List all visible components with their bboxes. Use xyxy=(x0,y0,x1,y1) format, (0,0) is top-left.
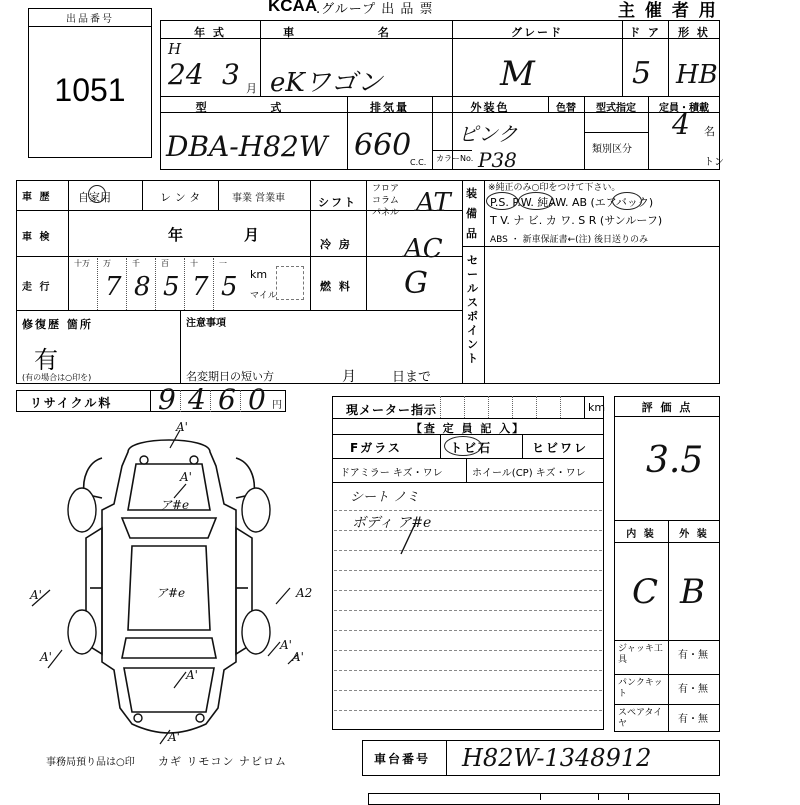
note-line xyxy=(334,690,602,691)
recycle-unit: 円 xyxy=(272,400,282,411)
glass-label: Fガラス xyxy=(350,441,402,455)
meter-digit-divider xyxy=(512,396,513,418)
mirror-label: ドアミラー キズ・ワレ xyxy=(340,468,443,479)
doors-value: 5 xyxy=(632,56,652,91)
mileage-digit: 7 xyxy=(192,272,209,302)
glass-chip: トビ石 xyxy=(450,441,493,455)
inspector-title: 【査 定 員 記 入】 xyxy=(410,422,526,435)
damage-mark: A' xyxy=(186,668,198,682)
interior-label: 内 装 xyxy=(626,529,656,540)
headlight-right xyxy=(190,456,198,464)
recycle-divider xyxy=(180,390,181,412)
car-trunk xyxy=(124,668,214,712)
recycle-digit: 0 xyxy=(248,383,266,416)
mileage-divider xyxy=(155,258,156,310)
note-line xyxy=(334,710,602,711)
recycle-digit: 6 xyxy=(218,383,236,416)
note-line xyxy=(334,650,602,651)
ab-circle xyxy=(612,192,642,210)
brand-kcaa: KCAA xyxy=(268,0,318,15)
note-line xyxy=(334,610,602,611)
headlight-left xyxy=(140,456,148,464)
car-windshield xyxy=(122,518,216,538)
ac-label: 冷 房 xyxy=(320,238,352,251)
grade-label: 評 価 点 xyxy=(641,401,693,414)
car-name-value: eKワゴン xyxy=(270,68,383,98)
repair-value: 有 xyxy=(34,346,58,374)
recycle-digit: 9 xyxy=(158,383,176,416)
mileage-unit-label: 万 xyxy=(103,259,111,268)
door-label: ド ア xyxy=(629,26,661,39)
car-name-label: 車 名 xyxy=(283,26,429,39)
inspector-note-1: シート ノミ xyxy=(350,490,420,505)
km-unit: km xyxy=(250,268,268,281)
glass-chip-circle xyxy=(444,436,482,456)
sales-point-label: セールスポイント xyxy=(467,254,478,365)
ps-circle xyxy=(486,192,518,210)
car-rear-window xyxy=(122,638,216,658)
grade-label: グレード xyxy=(511,26,563,39)
mileage-divider xyxy=(213,258,214,310)
lot-label: 出品番号 xyxy=(66,14,114,25)
month-value: 3 xyxy=(222,58,240,91)
mile-unit: マイル xyxy=(250,291,277,301)
year-label: 年 式 xyxy=(194,26,226,39)
notice-label: 注意事項 xyxy=(186,318,226,329)
color-label: 外装色 xyxy=(470,101,510,114)
color-no-value: P38 xyxy=(478,148,517,172)
mileage-unit-label: 十万 xyxy=(74,259,90,268)
pw-circle xyxy=(518,192,554,210)
rear-left-wheel xyxy=(68,610,96,654)
damage-mark: A' xyxy=(40,650,52,664)
recycle-divider xyxy=(240,390,241,412)
tool-value: 有・無 xyxy=(678,684,708,695)
inspector-note-stroke xyxy=(395,520,425,560)
mileage-digit: 5 xyxy=(163,272,180,302)
capacity-unit: 名 xyxy=(704,125,715,138)
meter-digit-divider xyxy=(488,396,489,418)
cc-unit: C.C. xyxy=(410,158,427,167)
shift-column: コラム xyxy=(372,196,399,206)
tool-label: スペアタイヤ xyxy=(618,708,663,729)
year-value: 24 xyxy=(168,58,204,91)
recycle-digit: 4 xyxy=(188,383,206,416)
meter-digit-divider xyxy=(440,396,441,418)
inspection-month: 月 xyxy=(244,226,262,244)
note-line xyxy=(334,550,602,551)
mileage-digit: 8 xyxy=(134,272,151,302)
mileage-unit-label: 千 xyxy=(132,259,140,268)
inspection-year: 年 xyxy=(168,226,186,244)
shape-label: 形 状 xyxy=(678,26,710,39)
business: 事業 営業車 xyxy=(232,193,286,204)
repair-label: 修復歴 箇所 xyxy=(22,318,93,331)
ac-value: AC xyxy=(404,234,443,264)
taillight-left xyxy=(134,714,142,722)
mileage-unit-label: 十 xyxy=(190,259,198,268)
storage-note: 事務局預り品は○印 xyxy=(46,757,135,768)
history-label: 車 歴 xyxy=(22,192,52,203)
mileage-label: 走 行 xyxy=(22,282,52,293)
exterior-value: B xyxy=(680,572,705,612)
bottom-table-edge xyxy=(368,793,720,805)
model-code-value: DBA-H82W xyxy=(166,130,328,163)
inspector-note-2: ボディ ア#e xyxy=(352,515,432,531)
recycle-label: リサイクル料 xyxy=(30,396,113,410)
damage-mark: A' xyxy=(180,470,192,484)
shift-panel: パネル xyxy=(372,208,400,218)
mileage-divider xyxy=(97,258,98,310)
exterior-color-value: ピンク xyxy=(458,122,518,146)
mile-box xyxy=(276,266,304,300)
load-unit: トン xyxy=(704,157,724,168)
note-line xyxy=(334,570,602,571)
mileage-divider xyxy=(126,258,127,310)
color-change-label: 色替 xyxy=(556,103,576,114)
lot-number: 1051 xyxy=(54,72,126,108)
private-use: 自家用 xyxy=(78,191,111,204)
mileage-digit: 5 xyxy=(221,272,238,302)
tool-value: 有・無 xyxy=(678,650,708,661)
equipment-note: ※純正のみ○印をつけて下さい。 xyxy=(488,183,621,193)
interior-value: C xyxy=(632,572,659,612)
damage-mark: A' xyxy=(292,650,304,664)
note-line xyxy=(334,630,602,631)
meter-digit-divider xyxy=(560,396,561,418)
capacity-label: 定員・積載 xyxy=(659,103,709,114)
model-label: 型 式 xyxy=(195,101,312,114)
fuel-label: 燃 料 xyxy=(320,280,352,293)
tool-label: ジャッキ工具 xyxy=(618,644,663,665)
equipment-line-1: P.S. P.W. 純AW. AB (エアバック) xyxy=(490,196,654,209)
damage-mark: A' xyxy=(176,420,188,434)
capacity-value: 4 xyxy=(672,108,690,141)
front-right-wheel xyxy=(242,488,270,532)
shift-floor: フロア xyxy=(372,184,400,194)
front-left-wheel xyxy=(68,488,96,532)
meter-digit-divider xyxy=(464,396,465,418)
damage-mark: A' xyxy=(168,730,180,744)
damage-mark: A2 xyxy=(296,586,313,600)
displacement-value: 660 xyxy=(354,128,412,163)
displacement-label: 排気量 xyxy=(370,101,409,114)
shift-label: シフト xyxy=(318,196,357,209)
meter-unit: km xyxy=(588,401,606,414)
car-damage-diagram xyxy=(10,418,325,748)
grade-value: M xyxy=(500,54,535,94)
paint-mark: ア#e xyxy=(156,586,186,600)
organizer-label: 主 催 者 用 xyxy=(618,1,718,21)
class-label: 類別区分 xyxy=(592,144,632,155)
equipment-line-2: T V. ナ ビ. カ ワ. S R (サンルーフ) xyxy=(490,214,663,227)
month-unit: 月 xyxy=(246,82,257,95)
glass-crack: ヒビワレ xyxy=(532,441,589,455)
mileage-digit: 7 xyxy=(105,272,122,302)
exterior-label: 外 装 xyxy=(679,529,709,540)
inspection-label: 車 検 xyxy=(22,232,52,243)
rear-right-wheel xyxy=(242,610,270,654)
grade-value: 3.5 xyxy=(646,440,704,481)
shift-value: AT xyxy=(416,188,451,218)
mileage-unit-label: 百 xyxy=(161,259,169,268)
note-line xyxy=(334,590,602,591)
mileage-divider xyxy=(184,258,185,310)
storage-keys: カギ リモコン ナビロム xyxy=(158,755,287,768)
brand-title: .グループ 出 品 票 xyxy=(316,2,434,17)
paint-mark: ア#e xyxy=(160,498,190,512)
repair-note: (有の場合は○印を) xyxy=(22,373,92,382)
equipment-line-3: ABS ・ 新車保証書←(注) 後日送りのみ xyxy=(490,235,649,245)
damage-mark: A' xyxy=(30,588,42,602)
wheel-label: ホイール(CP) キズ・ワレ xyxy=(472,468,586,479)
damage-mark: A' xyxy=(280,638,292,652)
rental: レンタ xyxy=(160,191,205,204)
color-no-label: カラーNo. xyxy=(436,154,474,163)
chassis-label: 車台番号 xyxy=(374,752,431,766)
meter-label: 現メーター指示 xyxy=(346,403,438,417)
expiry-month: 月 xyxy=(342,369,356,385)
private-use-circle xyxy=(88,185,106,203)
equipment-label: 装備品 xyxy=(466,187,477,240)
mileage-unit-label: 一 xyxy=(219,259,227,268)
tool-label: パンクキット xyxy=(618,678,663,699)
era-value: H xyxy=(168,40,182,58)
model-designation-label: 型式指定 xyxy=(596,103,636,114)
fuel-value: G xyxy=(404,266,428,301)
tool-value: 有・無 xyxy=(678,714,708,725)
expiry-label: 名変期日の短い方 xyxy=(186,370,274,383)
taillight-right xyxy=(196,714,204,722)
note-line xyxy=(334,510,602,511)
chassis-value: H82W-1348912 xyxy=(462,744,652,772)
meter-digit-divider xyxy=(536,396,537,418)
note-line xyxy=(334,670,602,671)
recycle-divider xyxy=(210,390,211,412)
expiry-day: 日まで xyxy=(392,370,432,385)
body-shape-value: HB xyxy=(676,60,718,90)
